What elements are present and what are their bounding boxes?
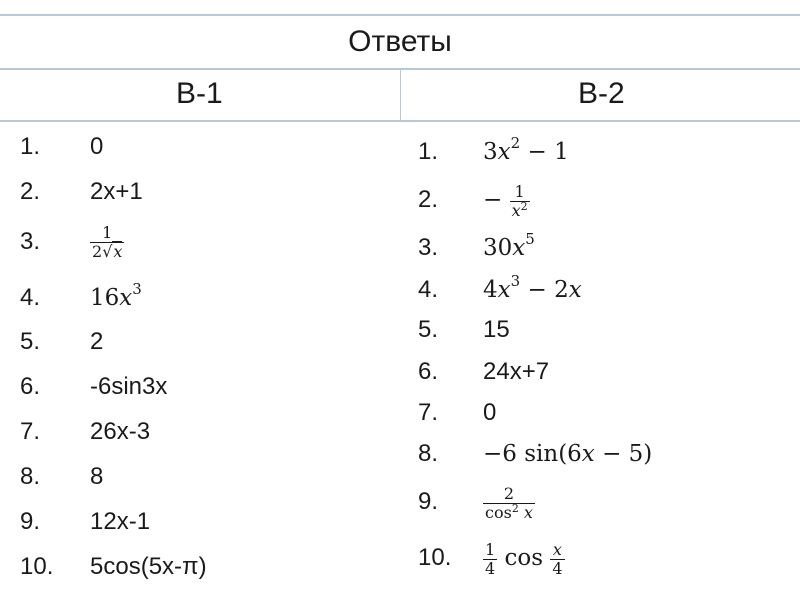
answer: − $\frac{1}{x^2}$ <box>483 181 528 220</box>
item-number: 9. <box>20 508 41 535</box>
answer: $\frac{1}{4}$ cos $\frac{x}{4}$ <box>485 539 563 578</box>
answer: 8 <box>90 463 104 490</box>
answer: 2 <box>90 328 104 355</box>
answer: $\frac{1}{2√x}$ <box>92 223 123 262</box>
item-number: 5. <box>418 316 439 343</box>
answer: 15 <box>483 316 510 343</box>
answer: $4x^3 - 2x$ <box>483 272 582 303</box>
variant-2-header: В-2 <box>578 77 625 110</box>
item-number: 3. <box>20 228 41 255</box>
item-number: 2. <box>418 186 439 213</box>
answer: $\frac{2}{\cos^2 x}$ <box>485 483 533 522</box>
answer: −6 sin(6x − 5) <box>483 441 653 467</box>
answer: $3x^2 - 1$ <box>483 134 569 165</box>
answer: 26x-3 <box>90 418 151 445</box>
item-number: 6. <box>418 358 439 385</box>
item-number: 4. <box>20 284 41 311</box>
item-number: 8. <box>20 463 41 490</box>
item-number: 1. <box>20 133 41 160</box>
answer: 12x-1 <box>90 508 151 535</box>
item-number: 2. <box>20 178 41 205</box>
answer: 24x+7 <box>483 358 550 385</box>
answer: 5cos(5x-π) <box>90 553 207 580</box>
answer: -6sin3x <box>90 373 168 400</box>
item-number: 4. <box>418 276 439 303</box>
item-number: 1. <box>418 138 439 165</box>
item-number: 5. <box>20 328 41 355</box>
answer: 2x+1 <box>90 178 143 205</box>
item-number: 10. <box>20 553 54 580</box>
item-number: 9. <box>418 488 439 515</box>
item-number: 3. <box>418 234 439 261</box>
answer: 0 <box>483 399 497 426</box>
answer: 0 <box>90 133 104 160</box>
column-divider <box>400 68 401 122</box>
answer: $16x^3$ <box>90 280 142 311</box>
variant-1-header: В-1 <box>176 77 223 110</box>
item-number: 10. <box>418 544 452 571</box>
table-title: Ответы <box>0 14 800 70</box>
item-number: 6. <box>20 373 41 400</box>
item-number: 7. <box>418 399 439 426</box>
item-number: 8. <box>418 440 439 467</box>
answer: $30x^5$ <box>483 230 535 261</box>
item-number: 7. <box>20 418 41 445</box>
